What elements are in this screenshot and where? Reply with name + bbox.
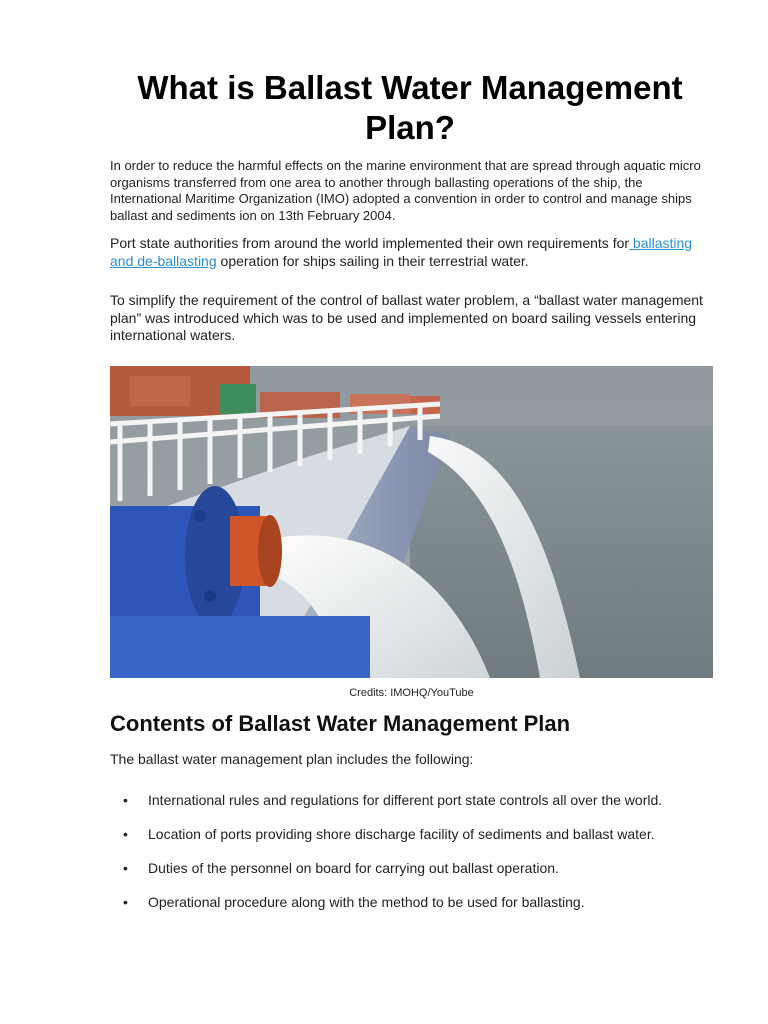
port-state-text-after: operation for ships sailing in their terrestrial water. — [216, 252, 529, 269]
page-title: What is Ballast Water Management Plan? — [137, 69, 683, 146]
photo-caption: Credits: IMOHQ/YouTube — [349, 687, 474, 699]
ballasting-link[interactable]: ballasting and de-ballasting — [110, 235, 693, 269]
contents-list — [110, 792, 710, 928]
list-item-text: Operational procedure along with the method to be used for ballasting. — [148, 894, 585, 910]
section-heading: Contents of Ballast Water Management Plan — [110, 711, 571, 736]
list-item — [110, 792, 710, 809]
ship-illustration — [110, 366, 713, 678]
list-item — [110, 860, 710, 877]
bullet-icon: • — [123, 894, 128, 910]
list-item — [110, 826, 710, 843]
simplify-paragraph: To simplify the requirement of the control of ballast water problem, a “ballast water management plan” was introduced which was to be used and implemented on board sailing vessels entering international waters. — [110, 292, 703, 343]
list-item-text: Location of ports providing shore discharge facility of sediments and ballast water. — [148, 826, 655, 842]
port-state-text-before: Port state authorities from around the world implemented their own requirements for — [110, 235, 630, 251]
bullet-icon: • — [123, 826, 128, 842]
ballast-discharge-photo — [110, 366, 713, 678]
intro-paragraph: In order to reduce the harmful effects on the marine environment that are spread through aquatic micro organisms transferred from one area to another through ballasting operations of the ship, the International Maritime Organization (IMO) adopted a convention in order to control and manage ships ballast and sediments ion on 13th February 2004. — [110, 158, 701, 223]
list-item-text: International rules and regulations for different port state controls all over the world. — [148, 792, 663, 808]
bullet-icon: • — [123, 860, 128, 876]
bullet-icon: • — [123, 792, 128, 808]
port-state-paragraph — [110, 235, 710, 270]
list-item — [110, 894, 710, 911]
section-lead: The ballast water management plan includes the following: — [110, 751, 474, 767]
list-item-text: Duties of the personnel on board for carrying out ballast operation. — [148, 860, 559, 876]
